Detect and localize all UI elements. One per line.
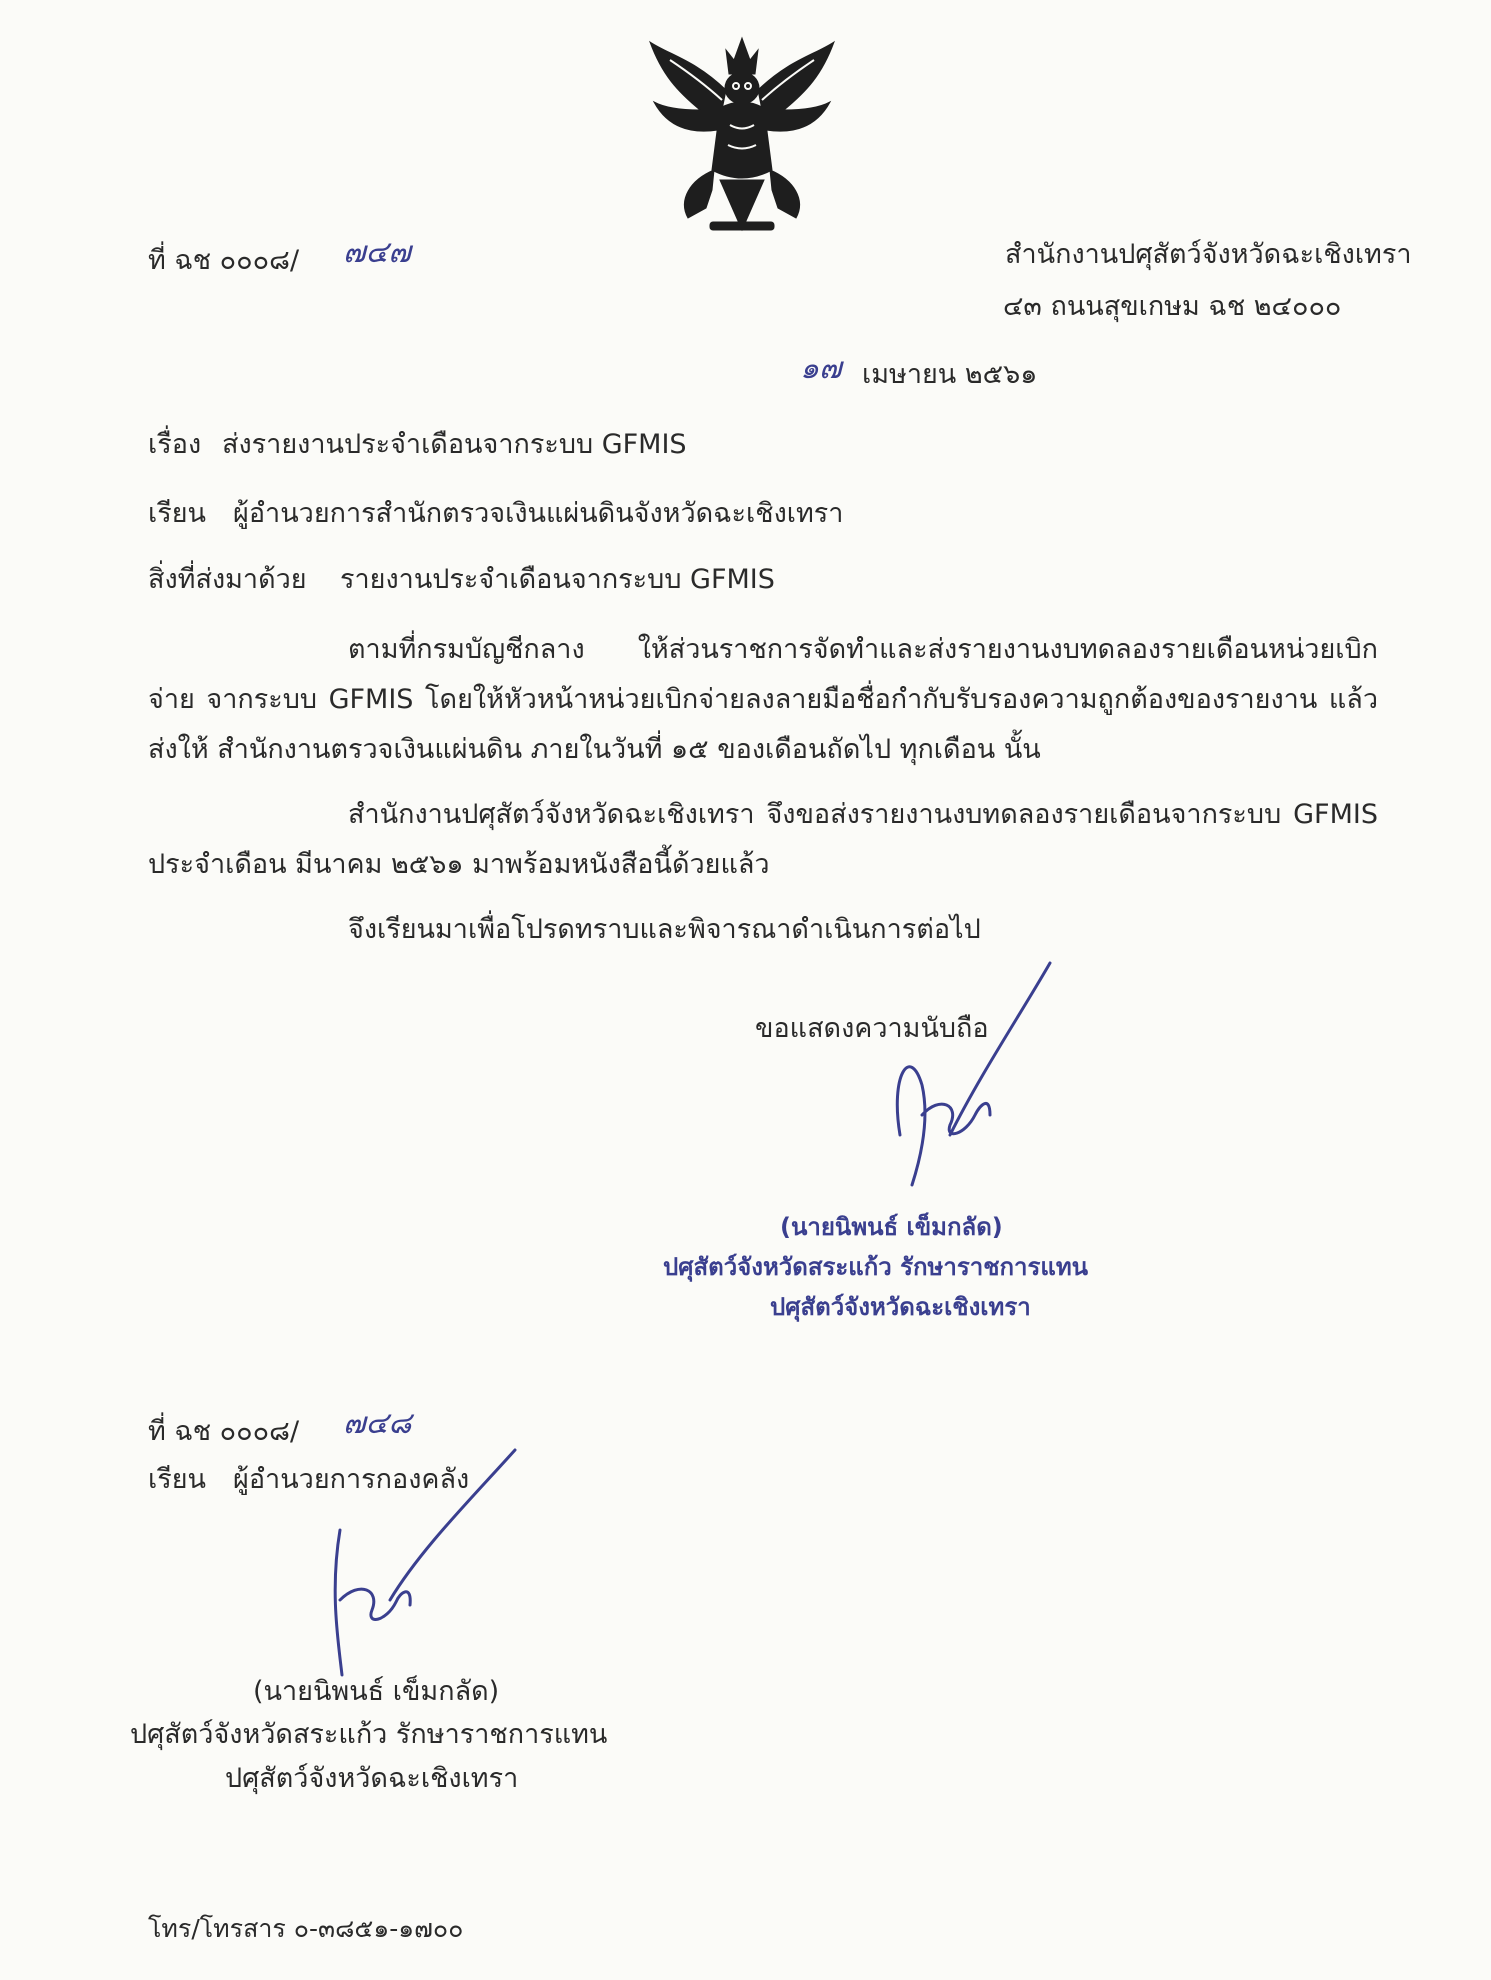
recipient-label: เรียน — [148, 498, 207, 529]
signer-name-stamp: (นายนิพนธ์ เข็มกลัด) — [780, 1213, 1003, 1241]
office-name: สำนักงานปศุสัตว์จังหวัดฉะเชิงเทรา — [1005, 239, 1412, 270]
footer-phone: โทร/โทรสาร ๐-๓๘๕๑-๑๗๐๐ — [148, 1914, 464, 1943]
office-address: ๔๓ ถนนสุขเกษม ฉช ๒๔๐๐๐ — [1003, 291, 1342, 322]
recipient-text: ผู้อำนวยการสำนักตรวจเงินแผ่นดินจังหวัดฉะเชิงเทรา — [233, 498, 844, 529]
closing-text: ขอแสดงความนับถือ — [755, 1013, 989, 1044]
subject-text: ส่งรายงานประจำเดือนจากระบบ GFMIS — [222, 429, 687, 460]
forward-signer-name: (นายนิพนธ์ เข็มกลัด) — [253, 1676, 500, 1707]
signature-2 — [300, 1440, 530, 1690]
signer-position2-stamp: ปศุสัตว์จังหวัดฉะเชิงเทรา — [770, 1293, 1031, 1321]
forward-signer-position2: ปศุสัตว์จังหวัดฉะเชิงเทรา — [225, 1763, 519, 1794]
date-day-handwritten: ๑๗ — [800, 351, 842, 386]
enclosure-label: สิ่งที่ส่งมาด้วย — [148, 564, 307, 595]
reference-number-handwritten: ๗๔๗ — [343, 235, 411, 270]
body-paragraph-1: ตามที่กรมบัญชีกลาง ให้ส่วนราชการจัดทำและส่งรายงานงบทดลองรายเดือนหน่วยเบิกจ่าย จากระบบ GFMIS โดยให้หัวหน้าหน่วยเบิกจ่ายลงลายมือชื่อกำกับรับรองความถูกต้องของรายงาน แล้วส่งให้ สำนักงานตรวจเงินแผ่นดิน ภายในวันที่ ๑๕ ของเดือนถัดไป ทุกเดือน นั้น — [148, 634, 1378, 765]
body-paragraph-3: จึงเรียนมาเพื่อโปรดทราบและพิจารณาดำเนินการต่อไป — [348, 914, 981, 945]
body-paragraph-2: สำนักงานปศุสัตว์จังหวัดฉะเชิงเทรา จึงขอส่งรายงานงบทดลองรายเดือนจากระบบ GFMIS ประจำเดือน มีนาคม ๒๕๖๑ มาพร้อมหนังสือนี้ด้วยแล้ว — [148, 799, 1378, 880]
date-month-year: เมษายน ๒๕๖๑ — [862, 359, 1038, 390]
subject-label: เรื่อง — [148, 429, 202, 460]
garuda-emblem-icon — [640, 30, 845, 235]
enclosure-text: รายงานประจำเดือนจากระบบ GFMIS — [340, 564, 775, 595]
forward-signer-position: ปศุสัตว์จังหวัดสระแก้ว รักษาราชการแทน — [130, 1719, 608, 1750]
forward-reference-handwritten: ๗๔๘ — [343, 1406, 412, 1441]
forward-recipient-label: เรียน — [148, 1464, 207, 1495]
signature-1 — [850, 955, 1080, 1215]
forward-reference-label: ที่ ฉช ๐๐๐๘/ — [148, 1416, 300, 1447]
forward-recipient-text: ผู้อำนวยการกองคลัง — [233, 1464, 470, 1495]
signer-position-stamp: ปศุสัตว์จังหวัดสระแก้ว รักษาราชการแทน — [663, 1253, 1089, 1281]
reference-number-label: ที่ ฉช ๐๐๐๘/ — [148, 245, 300, 276]
